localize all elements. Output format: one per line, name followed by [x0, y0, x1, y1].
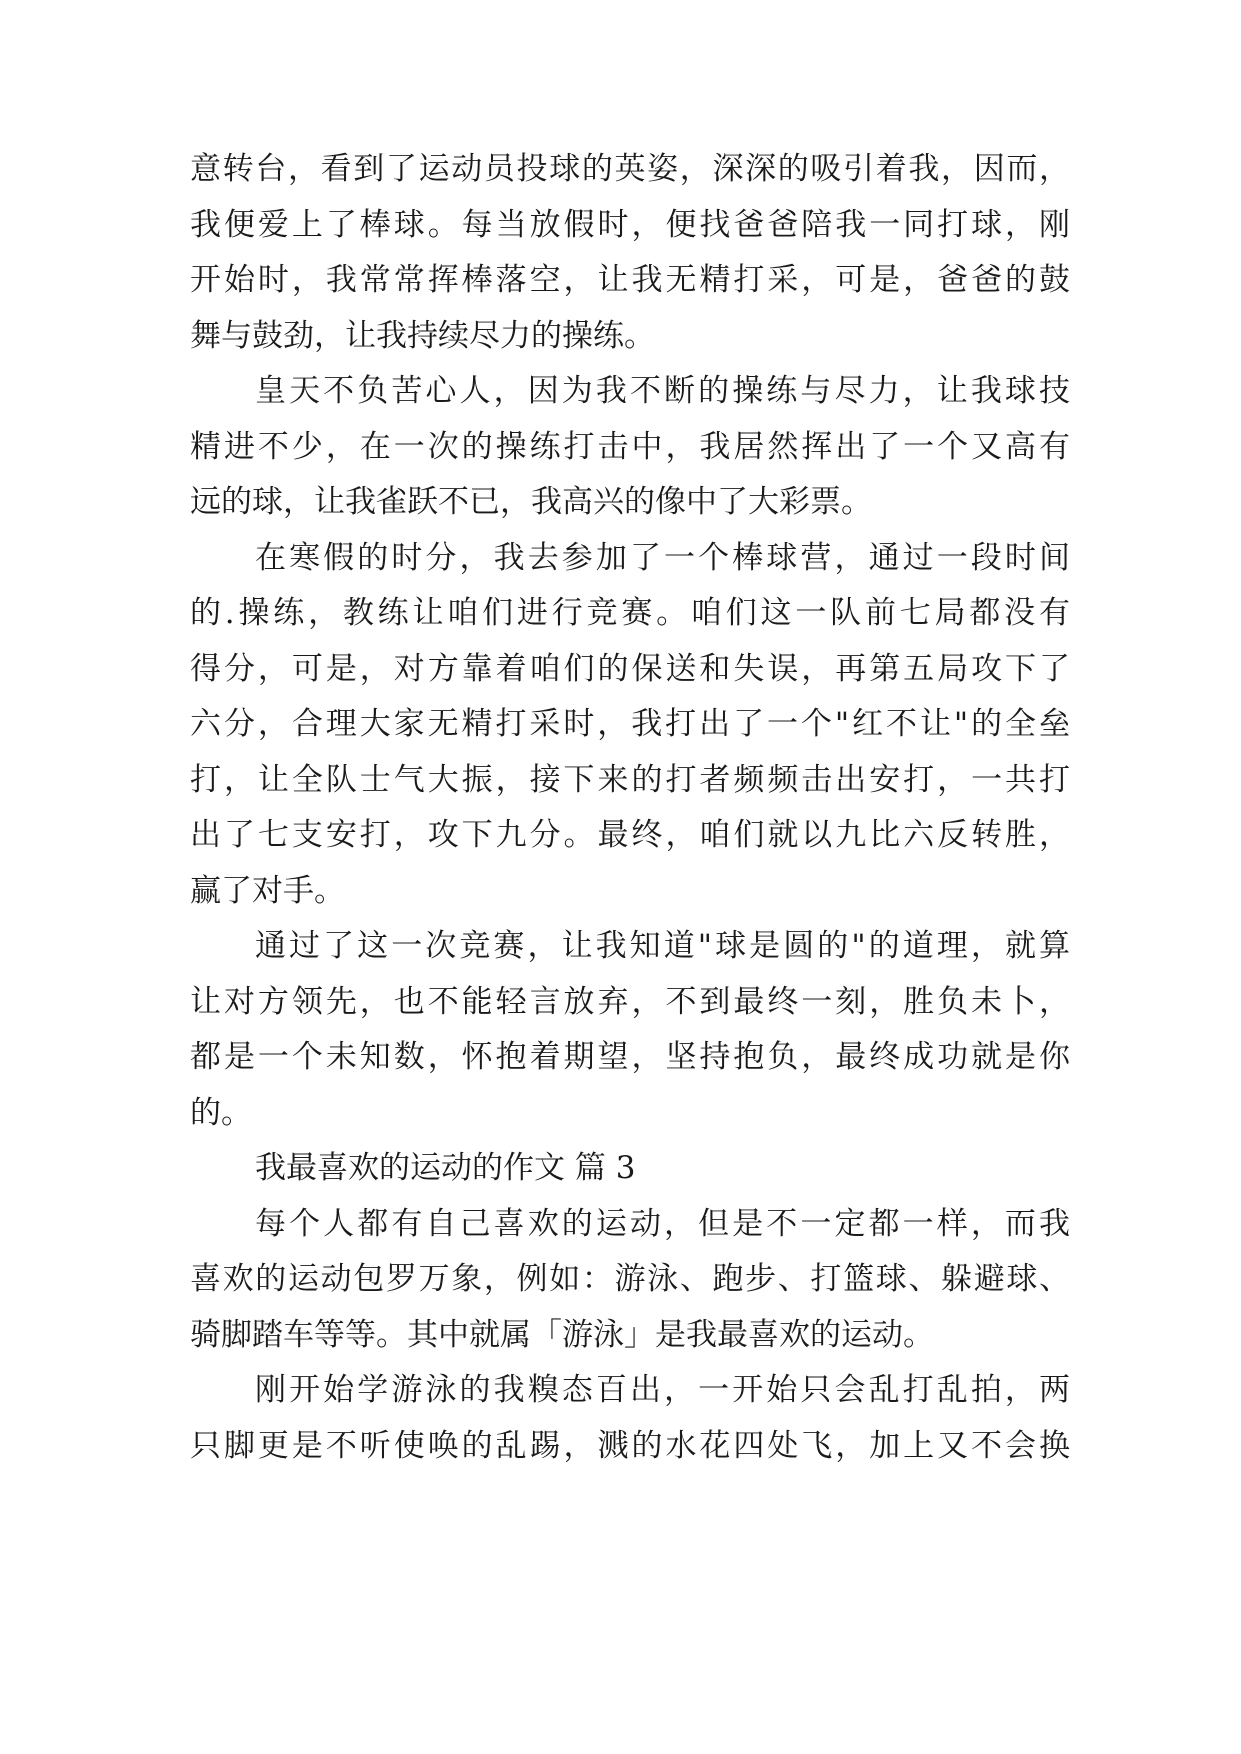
paragraph-first-line: 每个人都有自己喜欢的运动，但是不一定都一样，而我 [255, 1206, 1070, 1242]
text-line: 得分，可是，对方靠着咱们的保送和失误，再第五局攻下了 [190, 651, 1070, 687]
text-line: 让对方领先，也不能轻言放弃，不到最终一刻，胜负未卜， [190, 984, 1070, 1020]
paragraph-first-line: 在寒假的时分，我去参加了一个棒球营，通过一段时间 [255, 540, 1070, 576]
text-line: 的.操练，教练让咱们进行竞赛。咱们这一队前七局都没有 [190, 595, 1070, 631]
paragraph-first-line: 通过了这一次竞赛，让我知道"球是圆的"的道理，就算 [255, 928, 1070, 964]
paragraph-first-line: 刚开始学游泳的我糗态百出，一开始只会乱打乱拍，两 [255, 1372, 1070, 1408]
text-line: 意转台，看到了运动员投球的英姿，深深的吸引着我，因而， [190, 151, 1070, 187]
text-line: 骑脚踏车等等。其中就属「游泳」是我最喜欢的运动。 [190, 1317, 934, 1353]
text-line: 都是一个未知数，怀抱着期望，坚持抱负，最终成功就是你 [190, 1039, 1070, 1075]
text-line: 我便爱上了棒球。每当放假时，便找爸爸陪我一同打球，刚 [190, 207, 1070, 243]
text-line: 舞与鼓劲，让我持续尽力的操练。 [190, 318, 655, 354]
text-line: 只脚更是不听使唤的乱踢，溅的水花四处飞，加上又不会换 [190, 1428, 1070, 1464]
paragraph-first-line: 皇天不负苦心人，因为我不断的操练与尽力，让我球技 [255, 373, 1070, 409]
text-line: 开始时，我常常挥棒落空，让我无精打采，可是，爸爸的鼓 [190, 262, 1070, 298]
text-line: 六分，合理大家无精打采时，我打出了一个"红不让"的全垒 [190, 706, 1070, 742]
text-line: 打，让全队士气大振，接下来的打者频频击出安打，一共打 [190, 762, 1070, 798]
section-heading: 我最喜欢的运动的作文 篇 3 [255, 1150, 636, 1186]
text-line: 出了七支安打，攻下九分。最终，咱们就以九比六反转胜， [190, 817, 1070, 853]
text-line: 喜欢的运动包罗万象，例如：游泳、跑步、打篮球、躲避球、 [190, 1261, 1070, 1297]
text-line: 远的球，让我雀跃不已，我高兴的像中了大彩票。 [190, 484, 872, 520]
text-line: 的。 [190, 1095, 252, 1131]
text-line: 精进不少，在一次的操练打击中，我居然挥出了一个又高有 [190, 429, 1070, 465]
text-line: 赢了对手。 [190, 873, 345, 909]
